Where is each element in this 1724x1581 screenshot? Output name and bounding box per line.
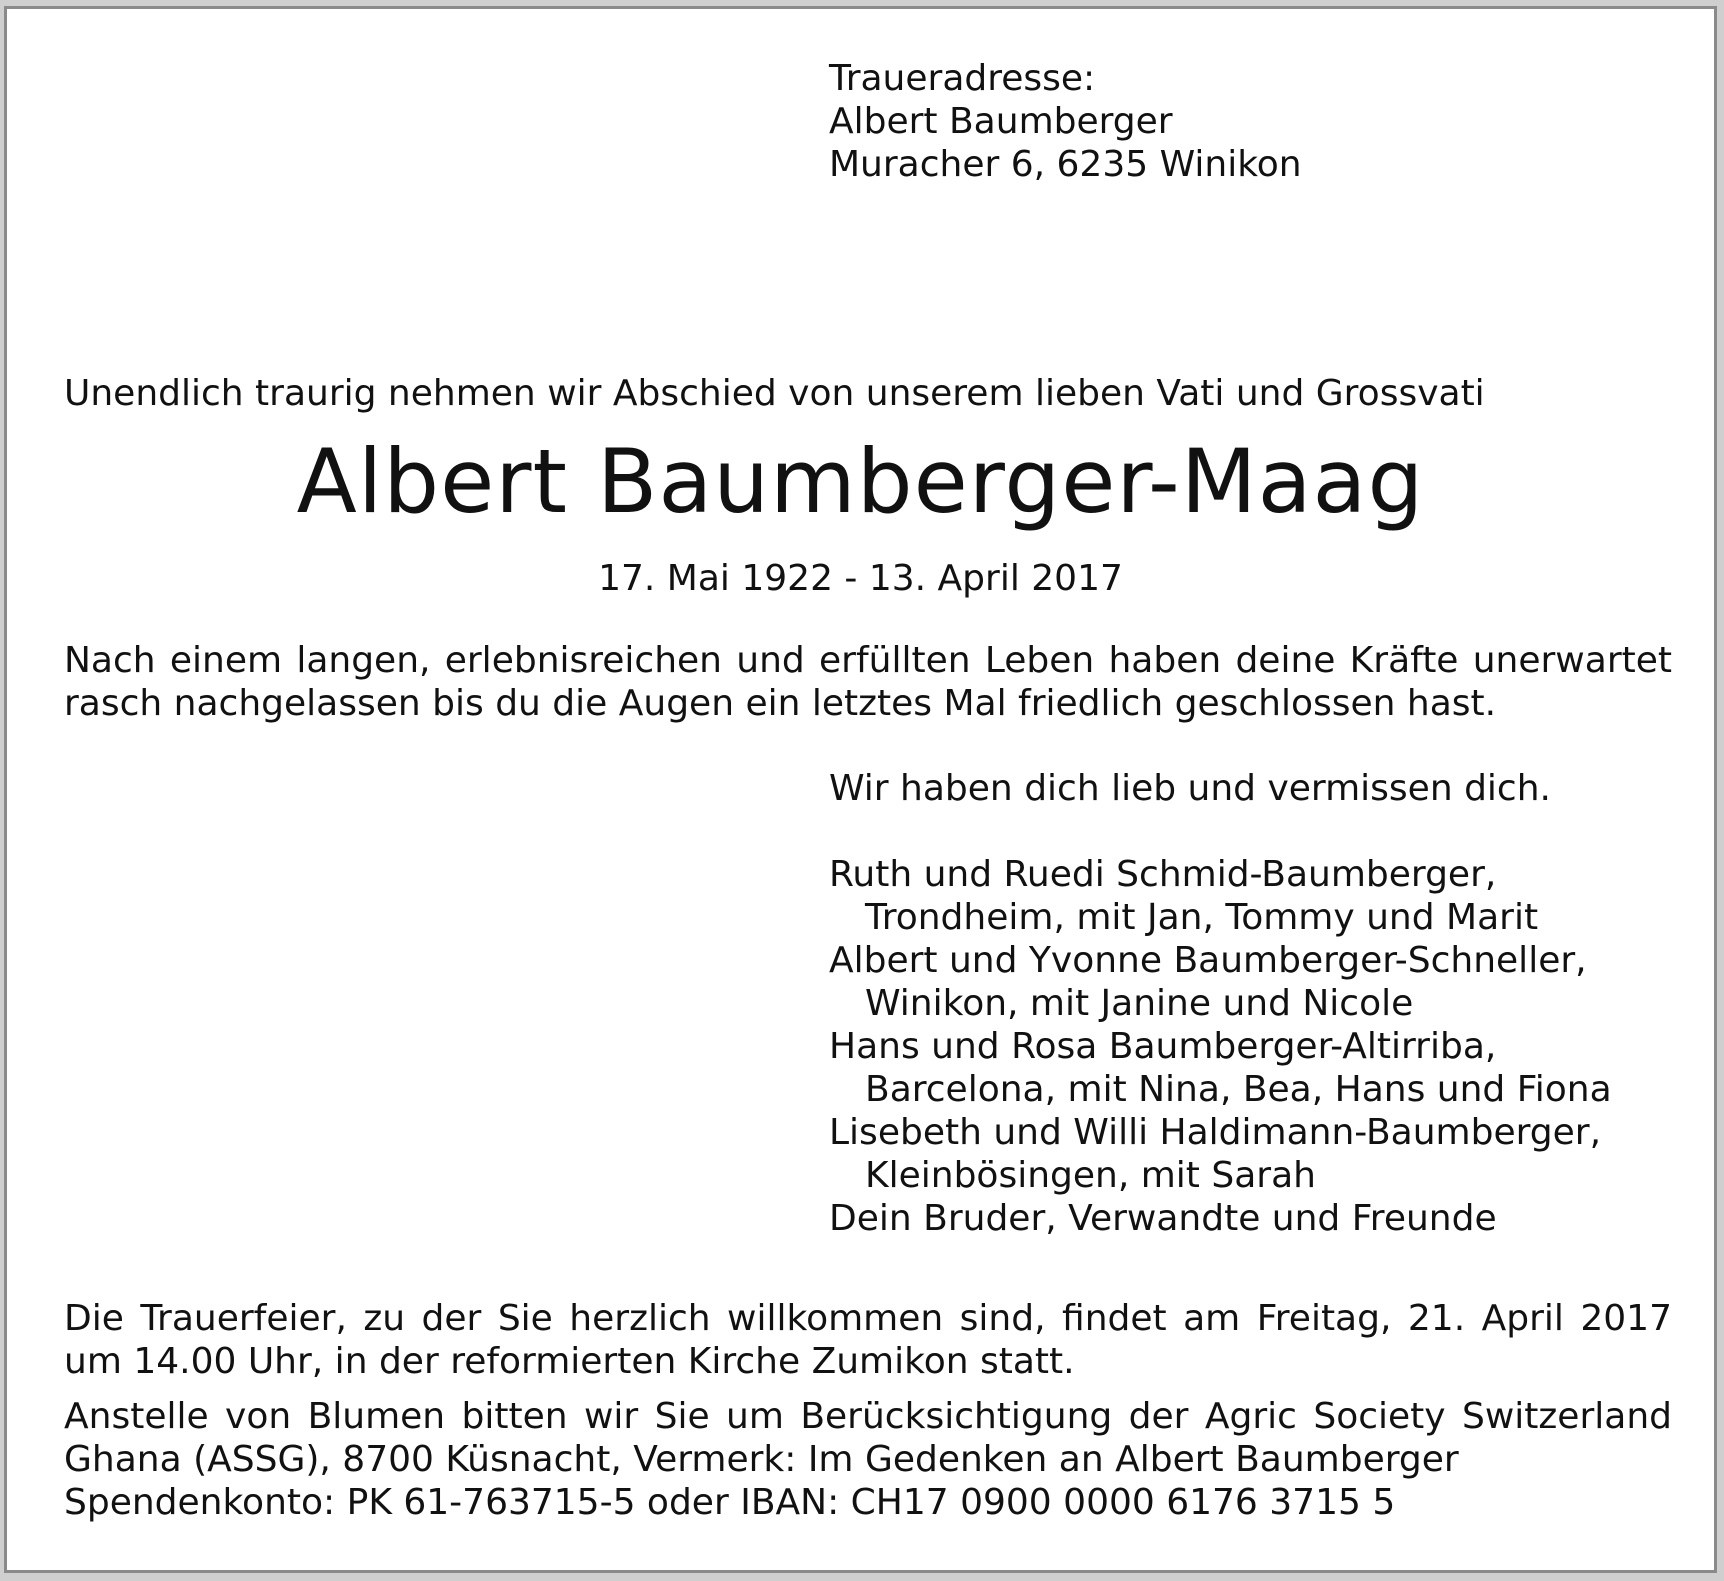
- service-paragraph: [64, 1297, 1672, 1383]
- donation-line-3: Spendenkonto: PK 61-763715-5 oder IBAN: CH17 0900 0000 6176 3715 5: [64, 1482, 1396, 1523]
- life-dates: 17. Mai 1922 - 13. April 2017: [598, 558, 1123, 599]
- donation-line-1: Anstelle von Blumen bitten wir Sie um Berücksichtigung der Agric Society Switzerland: [64, 1396, 1672, 1437]
- family-entry-names: Lisebeth und Willi Haldimann-Baumberger,: [829, 1112, 1602, 1153]
- obituary-notice: [4, 6, 1717, 1573]
- donation-paragraph: [64, 1395, 1672, 1524]
- family-entry-detail: Trondheim, mit Jan, Tommy und Marit: [865, 897, 1539, 938]
- family-list: [829, 853, 1612, 1240]
- service-line-2: um 14.00 Uhr, in der reformierten Kirche Zumikon statt.: [64, 1341, 1075, 1382]
- family-entry-detail: Kleinbösingen, mit Sarah: [865, 1155, 1316, 1196]
- family-entry-last: Dein Bruder, Verwandte und Freunde: [829, 1198, 1497, 1239]
- deceased-name: Albert Baumberger-Maag: [296, 430, 1425, 533]
- family-entry-names: Albert und Yvonne Baumberger-Schneller,: [829, 940, 1587, 981]
- donation-line-2: Ghana (ASSG), 8700 Küsnacht, Vermerk: Im Gedenken an Albert Baumberger: [64, 1439, 1459, 1480]
- address-name: Albert Baumberger: [829, 101, 1173, 142]
- intro-text-block: [64, 372, 1485, 415]
- service-line-1: Die Trauerfeier, zu der Sie herzlich willkommen sind, findet am Freitag, 21. April 2017: [64, 1298, 1672, 1339]
- tribute-line-1: Nach einem langen, erlebnisreichen und erfüllten Leben haben deine Kräfte unerwartet: [64, 640, 1672, 681]
- closing-line: Wir haben dich lieb und vermissen dich.: [829, 768, 1551, 809]
- tribute-line-2: rasch nachgelassen bis du die Augen ein letztes Mal friedlich geschlossen hast.: [64, 683, 1497, 724]
- address-street: Muracher 6, 6235 Winikon: [829, 144, 1302, 185]
- closing-line-block: [829, 767, 1551, 810]
- family-entry-detail: Winikon, mit Janine und Nicole: [865, 983, 1414, 1024]
- family-entry-names: Hans und Rosa Baumberger-Altirriba,: [829, 1026, 1497, 1067]
- tribute-paragraph: [64, 639, 1672, 725]
- intro-text: Unendlich traurig nehmen wir Abschied von unserem lieben Vati und Grossvati: [64, 373, 1485, 414]
- address-heading: Traueradresse:: [829, 58, 1096, 99]
- mourning-address: [829, 57, 1302, 186]
- family-entry-names: Ruth und Ruedi Schmid-Baumberger,: [829, 854, 1497, 895]
- family-entry-detail: Barcelona, mit Nina, Bea, Hans und Fiona: [865, 1069, 1612, 1110]
